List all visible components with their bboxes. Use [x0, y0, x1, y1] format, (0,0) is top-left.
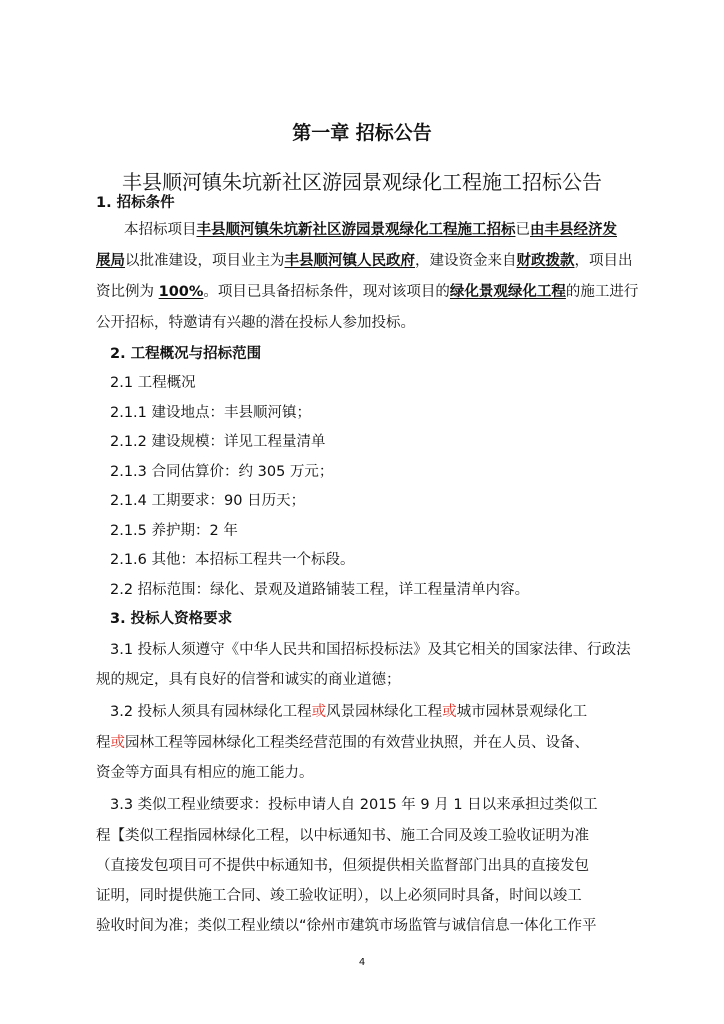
section-2-item: 2.1.4 工期要求：90 日历天； [110, 493, 306, 509]
section-3-heading: 3. 投标人资格要求 [110, 611, 233, 627]
section-2-item: 2.1 工程概况 [110, 375, 196, 391]
text-run: 已 [515, 222, 530, 238]
text-run: 城市园林景观绿化工 [456, 704, 588, 720]
clause-3-1-line-2: 规的规定，具有良好的信誉和诚实的商业道德； [96, 672, 401, 688]
clause-3-3-line-2: 程【类似工程指园林绿化工程，以中标通知书、施工合同及竣工验收证明为准 [96, 828, 589, 844]
text-run: 以批准建设，项目业主为 [125, 253, 285, 269]
approver-part-2: 展局 [96, 253, 125, 269]
text-run: 资比例为 [96, 284, 159, 300]
clause-3-1-line-1: 3.1 投标人须遵守《中华人民共和国招标投标法》及其它相关的国家法律、行政法 [110, 642, 631, 658]
or-keyword: 或 [442, 704, 457, 720]
announcement-title: 丰县顺河镇朱坑新社区游园景观绿化工程施工招标公告 [122, 170, 602, 194]
text-run: 程 [96, 735, 111, 751]
text-run: 3.2 投标人须具有园林绿化工程 [110, 704, 312, 720]
section-2-item: 2.2 招标范围：绿化、景观及道路铺装工程，详工程量清单内容。 [110, 582, 530, 598]
clause-3-3-line-3: （直接发包项目可不提供中标通知书，但须提供相关监督部门出具的直接发包 [96, 858, 589, 874]
clause-3-3-line-1: 3.3 类似工程业绩要求：投标申请人自 2015 年 9 月 1 日以来承担过类似工 [110, 797, 598, 813]
project-owner: 丰县顺河镇人民政府 [284, 253, 415, 269]
clause-3-2-line-3: 资金等方面具有相应的施工能力。 [96, 765, 314, 781]
or-keyword: 或 [110, 735, 125, 751]
text-run: 的施工进行 [565, 284, 639, 300]
text-run: 本招标项目 [124, 222, 197, 238]
section-1-paragraph-line-3 [96, 282, 638, 302]
clause-3-3-line-5: 验收时间为准；类似工程业绩以“徐州市建筑市场监管与诚信信息一体化工作平 [96, 918, 597, 934]
chapter-title: 第一章 招标公告 [292, 122, 432, 144]
clause-3-3-line-4: 证明，同时提供施工合同、竣工验收证明），以上必须同时具备，时间以竣工 [96, 888, 582, 904]
funding-ratio: 100% [158, 284, 204, 300]
project-scope: 绿化景观绿化工程 [449, 284, 566, 300]
section-1-heading: 1. 招标条件 [96, 195, 175, 211]
section-2-item: 2.1.1 建设地点：丰县顺河镇； [110, 405, 312, 421]
text-run: 。项目已具备招标条件，现对该项目的 [203, 284, 450, 300]
funding-source: 财政拨款 [516, 253, 575, 269]
text-run: 风景园林绿化工程 [326, 704, 443, 720]
clause-3-2-line-2 [96, 733, 589, 753]
section-2-heading: 2. 工程概况与招标范围 [110, 346, 262, 362]
section-2-item: 2.1.3 合同估算价：约 305 万元； [110, 464, 334, 480]
clause-3-2-line-1 [110, 702, 587, 722]
approver-part-1: 由丰县经济发 [530, 222, 617, 238]
text-run: ，项目出 [574, 253, 633, 269]
section-2-item: 2.1.2 建设规模：详见工程量清单 [110, 434, 326, 450]
or-keyword: 或 [311, 704, 327, 720]
section-1-paragraph-line-2 [96, 251, 633, 271]
section-2-item: 2.1.5 养护期：2 年 [110, 523, 238, 539]
section-1-paragraph-line-4: 公开招标，特邀请有兴趣的潜在投标人参加投标。 [96, 315, 415, 331]
project-name: 丰县顺河镇朱坑新社区游园景观绿化工程施工招标 [196, 222, 516, 238]
section-2-item: 2.1.6 其他：本招标工程共一个标段。 [110, 552, 355, 568]
page-number: 4 [358, 957, 366, 968]
text-run: ，建设资金来自 [415, 253, 517, 269]
text-run: 园林工程等园林绿化工程类经营范围的有效营业执照，并在人员、设备、 [125, 735, 589, 751]
section-1-paragraph-line-1 [124, 220, 617, 240]
